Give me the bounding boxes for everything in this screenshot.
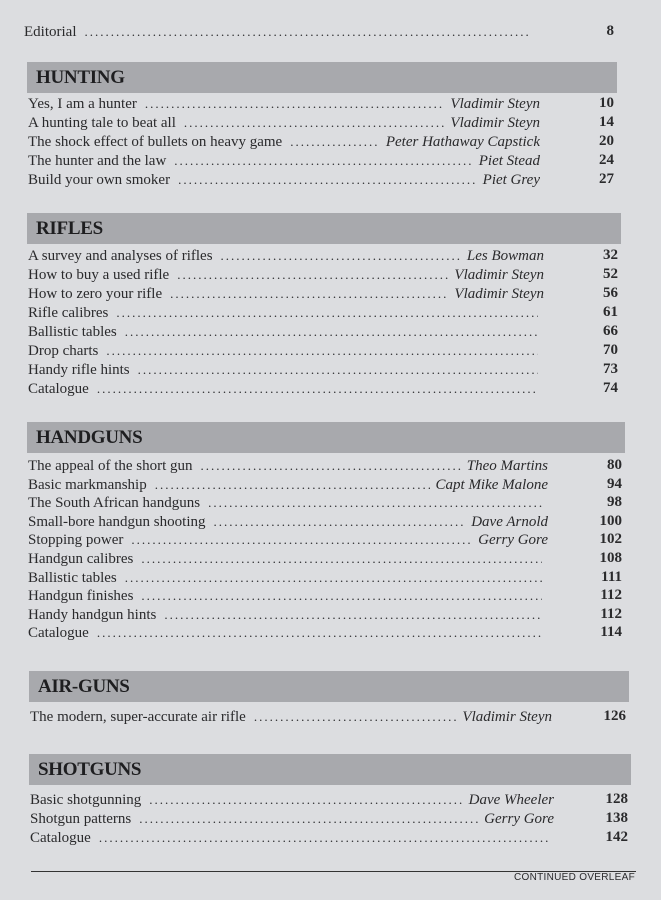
toc-entry <box>28 360 618 379</box>
entry-main <box>28 284 544 304</box>
entry-title: A hunting tale to beat all <box>28 115 176 131</box>
toc-entry <box>28 605 622 624</box>
entry-page: 61 <box>603 304 618 320</box>
entry-page: 111 <box>601 568 622 585</box>
dot-leader <box>178 170 477 189</box>
entry-title: The shock effect of bullets on heavy game <box>28 134 283 150</box>
entry-main <box>30 828 554 848</box>
entry-page: 112 <box>600 587 622 604</box>
entry-page: 126 <box>603 708 626 724</box>
toc-entry <box>30 828 628 847</box>
toc-entry <box>28 512 622 531</box>
dot-leader <box>201 456 461 475</box>
section-header <box>27 62 617 93</box>
entry-page: 52 <box>603 266 618 282</box>
dot-leader <box>99 828 548 847</box>
dot-leader <box>221 246 461 265</box>
entry-page: 138 <box>605 810 628 826</box>
entry-main <box>28 246 544 266</box>
entry-page: 14 <box>599 114 614 130</box>
entry-author: Capt Mike Malone <box>435 476 548 493</box>
entry-page: 70 <box>603 342 618 358</box>
entry-main <box>28 303 544 323</box>
entry-page: 98 <box>607 494 622 511</box>
entry-page: 80 <box>607 457 622 473</box>
entry-title: Catalogue <box>28 381 89 397</box>
entry-title: The South African handguns <box>28 495 201 512</box>
entry-title: The hunter and the law <box>28 153 167 169</box>
entry-page: 112 <box>600 605 622 622</box>
entry-author: Vladimir Steyn <box>454 267 544 283</box>
section-heading: SHOTGUNS <box>38 758 142 780</box>
entry-title: The modern, super-accurate air rifle <box>30 709 246 725</box>
entry-page: 56 <box>603 285 618 301</box>
entry-main <box>28 341 544 361</box>
section-heading: HUNTING <box>36 66 125 88</box>
toc-entry <box>30 809 628 828</box>
entry-main <box>24 22 536 42</box>
entry-main <box>28 512 548 532</box>
dot-leader <box>97 623 542 642</box>
toc-entry <box>30 790 628 809</box>
toc-entry <box>28 265 618 284</box>
entry-author: Vladimir Steyn <box>450 96 540 112</box>
section-header <box>27 213 621 244</box>
entry-title: A survey and analyses of rifles <box>28 248 213 264</box>
entry-author: Piet Stead <box>478 153 540 169</box>
toc-entry <box>28 322 618 341</box>
entry-title: Basic shotgunning <box>30 792 142 808</box>
toc-entry <box>28 379 618 398</box>
dot-leader <box>125 322 538 341</box>
dot-leader <box>141 586 542 605</box>
entry-title: Ballistic tables <box>28 569 117 586</box>
dot-leader <box>97 379 538 398</box>
toc-entry <box>28 170 614 189</box>
dot-leader <box>138 360 538 379</box>
entry-page: 100 <box>599 512 622 529</box>
dot-leader <box>139 809 478 828</box>
entry-page: 24 <box>599 152 614 168</box>
entry-page: 142 <box>605 829 628 845</box>
toc-entry <box>28 151 614 170</box>
dot-leader <box>170 284 448 303</box>
entry-author: Gerry Gore <box>484 811 554 827</box>
entry-author: Les Bowman <box>466 248 544 264</box>
section-header <box>29 754 631 785</box>
entry-title: Drop charts <box>28 343 99 359</box>
toc-entry-editorial <box>24 22 614 41</box>
entry-page: 20 <box>599 133 614 149</box>
entry-title: Stopping power <box>28 532 124 549</box>
entry-title: Yes, I am a hunter <box>28 96 137 112</box>
section-heading: AIR-GUNS <box>38 675 130 697</box>
entry-author: Dave Wheeler <box>468 792 554 808</box>
entry-title: Build your own smoker <box>28 172 171 188</box>
dot-leader <box>290 132 380 151</box>
entry-main <box>28 151 540 171</box>
entry-title: Rifle calibres <box>28 305 109 321</box>
entry-main <box>30 790 554 810</box>
toc-entry <box>28 132 614 151</box>
entry-title: How to zero your rifle <box>28 286 163 302</box>
entry-author: Dave Arnold <box>471 513 548 530</box>
toc-entry <box>28 586 622 605</box>
dot-leader <box>254 707 457 726</box>
dot-leader <box>116 303 538 322</box>
dot-leader <box>125 568 542 587</box>
dot-leader <box>141 549 542 568</box>
entry-page: 114 <box>600 624 622 641</box>
entry-page: 8 <box>606 23 614 39</box>
dot-leader <box>149 790 462 809</box>
toc-entry <box>30 707 626 726</box>
toc-entry <box>28 341 618 360</box>
dot-leader <box>145 94 445 113</box>
entry-title: Catalogue <box>30 830 91 846</box>
section-header <box>27 422 625 453</box>
entry-main <box>28 113 540 133</box>
entry-main <box>28 265 544 285</box>
toc-entry <box>28 113 614 132</box>
dot-leader <box>184 113 445 132</box>
entry-main <box>28 530 548 550</box>
entry-main <box>28 170 540 190</box>
entry-title: Editorial <box>24 24 77 40</box>
entry-main <box>28 322 544 342</box>
entry-title: Shotgun patterns <box>30 811 132 827</box>
toc-entry <box>28 568 622 587</box>
toc-entry <box>28 475 622 494</box>
entry-author: Vladimir Steyn <box>462 709 552 725</box>
entry-page: 10 <box>599 95 614 111</box>
dot-leader <box>177 265 448 284</box>
entry-main <box>28 132 540 152</box>
entry-page: 27 <box>599 171 614 187</box>
toc-entry <box>28 246 618 265</box>
entry-main <box>28 623 548 643</box>
entry-main <box>28 456 548 476</box>
toc-entry <box>28 549 622 568</box>
entry-author: Vladimir Steyn <box>450 115 540 131</box>
entry-title: Basic markmanship <box>28 476 147 493</box>
entry-main <box>28 568 548 588</box>
entry-author: Vladimir Steyn <box>454 286 544 302</box>
entry-author: Peter Hathaway Capstick <box>385 134 540 150</box>
entry-title: Small-bore handgun shooting <box>28 513 206 530</box>
entry-title: Handy handgun hints <box>28 606 157 623</box>
entry-page: 94 <box>607 475 622 492</box>
continued-overleaf: CONTINUED OVERLEAF <box>514 872 635 883</box>
toc-entry <box>28 493 622 512</box>
section-heading: RIFLES <box>36 217 103 239</box>
entry-page: 108 <box>599 550 622 566</box>
entry-title: The appeal of the short gun <box>28 458 193 474</box>
toc-entry <box>28 303 618 322</box>
dot-leader <box>213 512 465 531</box>
entry-page: 128 <box>605 791 628 807</box>
entry-page: 66 <box>603 323 618 339</box>
entry-main <box>28 379 544 399</box>
toc-entry <box>28 94 614 113</box>
toc-entry <box>28 456 622 475</box>
dot-leader <box>131 530 472 549</box>
dot-leader <box>85 22 531 41</box>
entry-title: Handy rifle hints <box>28 362 130 378</box>
entry-main <box>28 360 544 380</box>
dot-leader <box>208 493 542 512</box>
entry-title: Catalogue <box>28 625 89 642</box>
entry-title: Handgun calibres <box>28 551 134 567</box>
section-heading: HANDGUNS <box>36 426 143 448</box>
dot-leader <box>164 605 542 624</box>
entry-main <box>28 586 548 606</box>
dot-leader <box>155 475 430 494</box>
section-header <box>29 671 629 702</box>
entry-author: Gerry Gore <box>478 532 548 549</box>
entry-main <box>30 707 552 727</box>
dot-leader <box>174 151 472 170</box>
entry-main <box>30 809 554 829</box>
entry-author: Piet Grey <box>482 172 540 188</box>
toc-entry <box>28 530 622 549</box>
entry-main <box>28 94 540 114</box>
entry-main <box>28 605 548 625</box>
toc-entry <box>28 284 618 303</box>
entry-page: 73 <box>603 361 618 377</box>
entry-page: 102 <box>599 531 622 548</box>
entry-page: 74 <box>603 380 618 396</box>
entry-main <box>28 549 548 569</box>
entry-main <box>28 493 548 513</box>
entry-main <box>28 475 548 495</box>
toc-entry <box>28 623 622 642</box>
entry-author: Theo Martins <box>466 458 548 474</box>
entry-title: Handgun finishes <box>28 588 134 605</box>
entry-title: How to buy a used rifle <box>28 267 170 283</box>
dot-leader <box>106 341 538 360</box>
entry-title: Ballistic tables <box>28 324 117 340</box>
entry-page: 32 <box>603 247 618 263</box>
